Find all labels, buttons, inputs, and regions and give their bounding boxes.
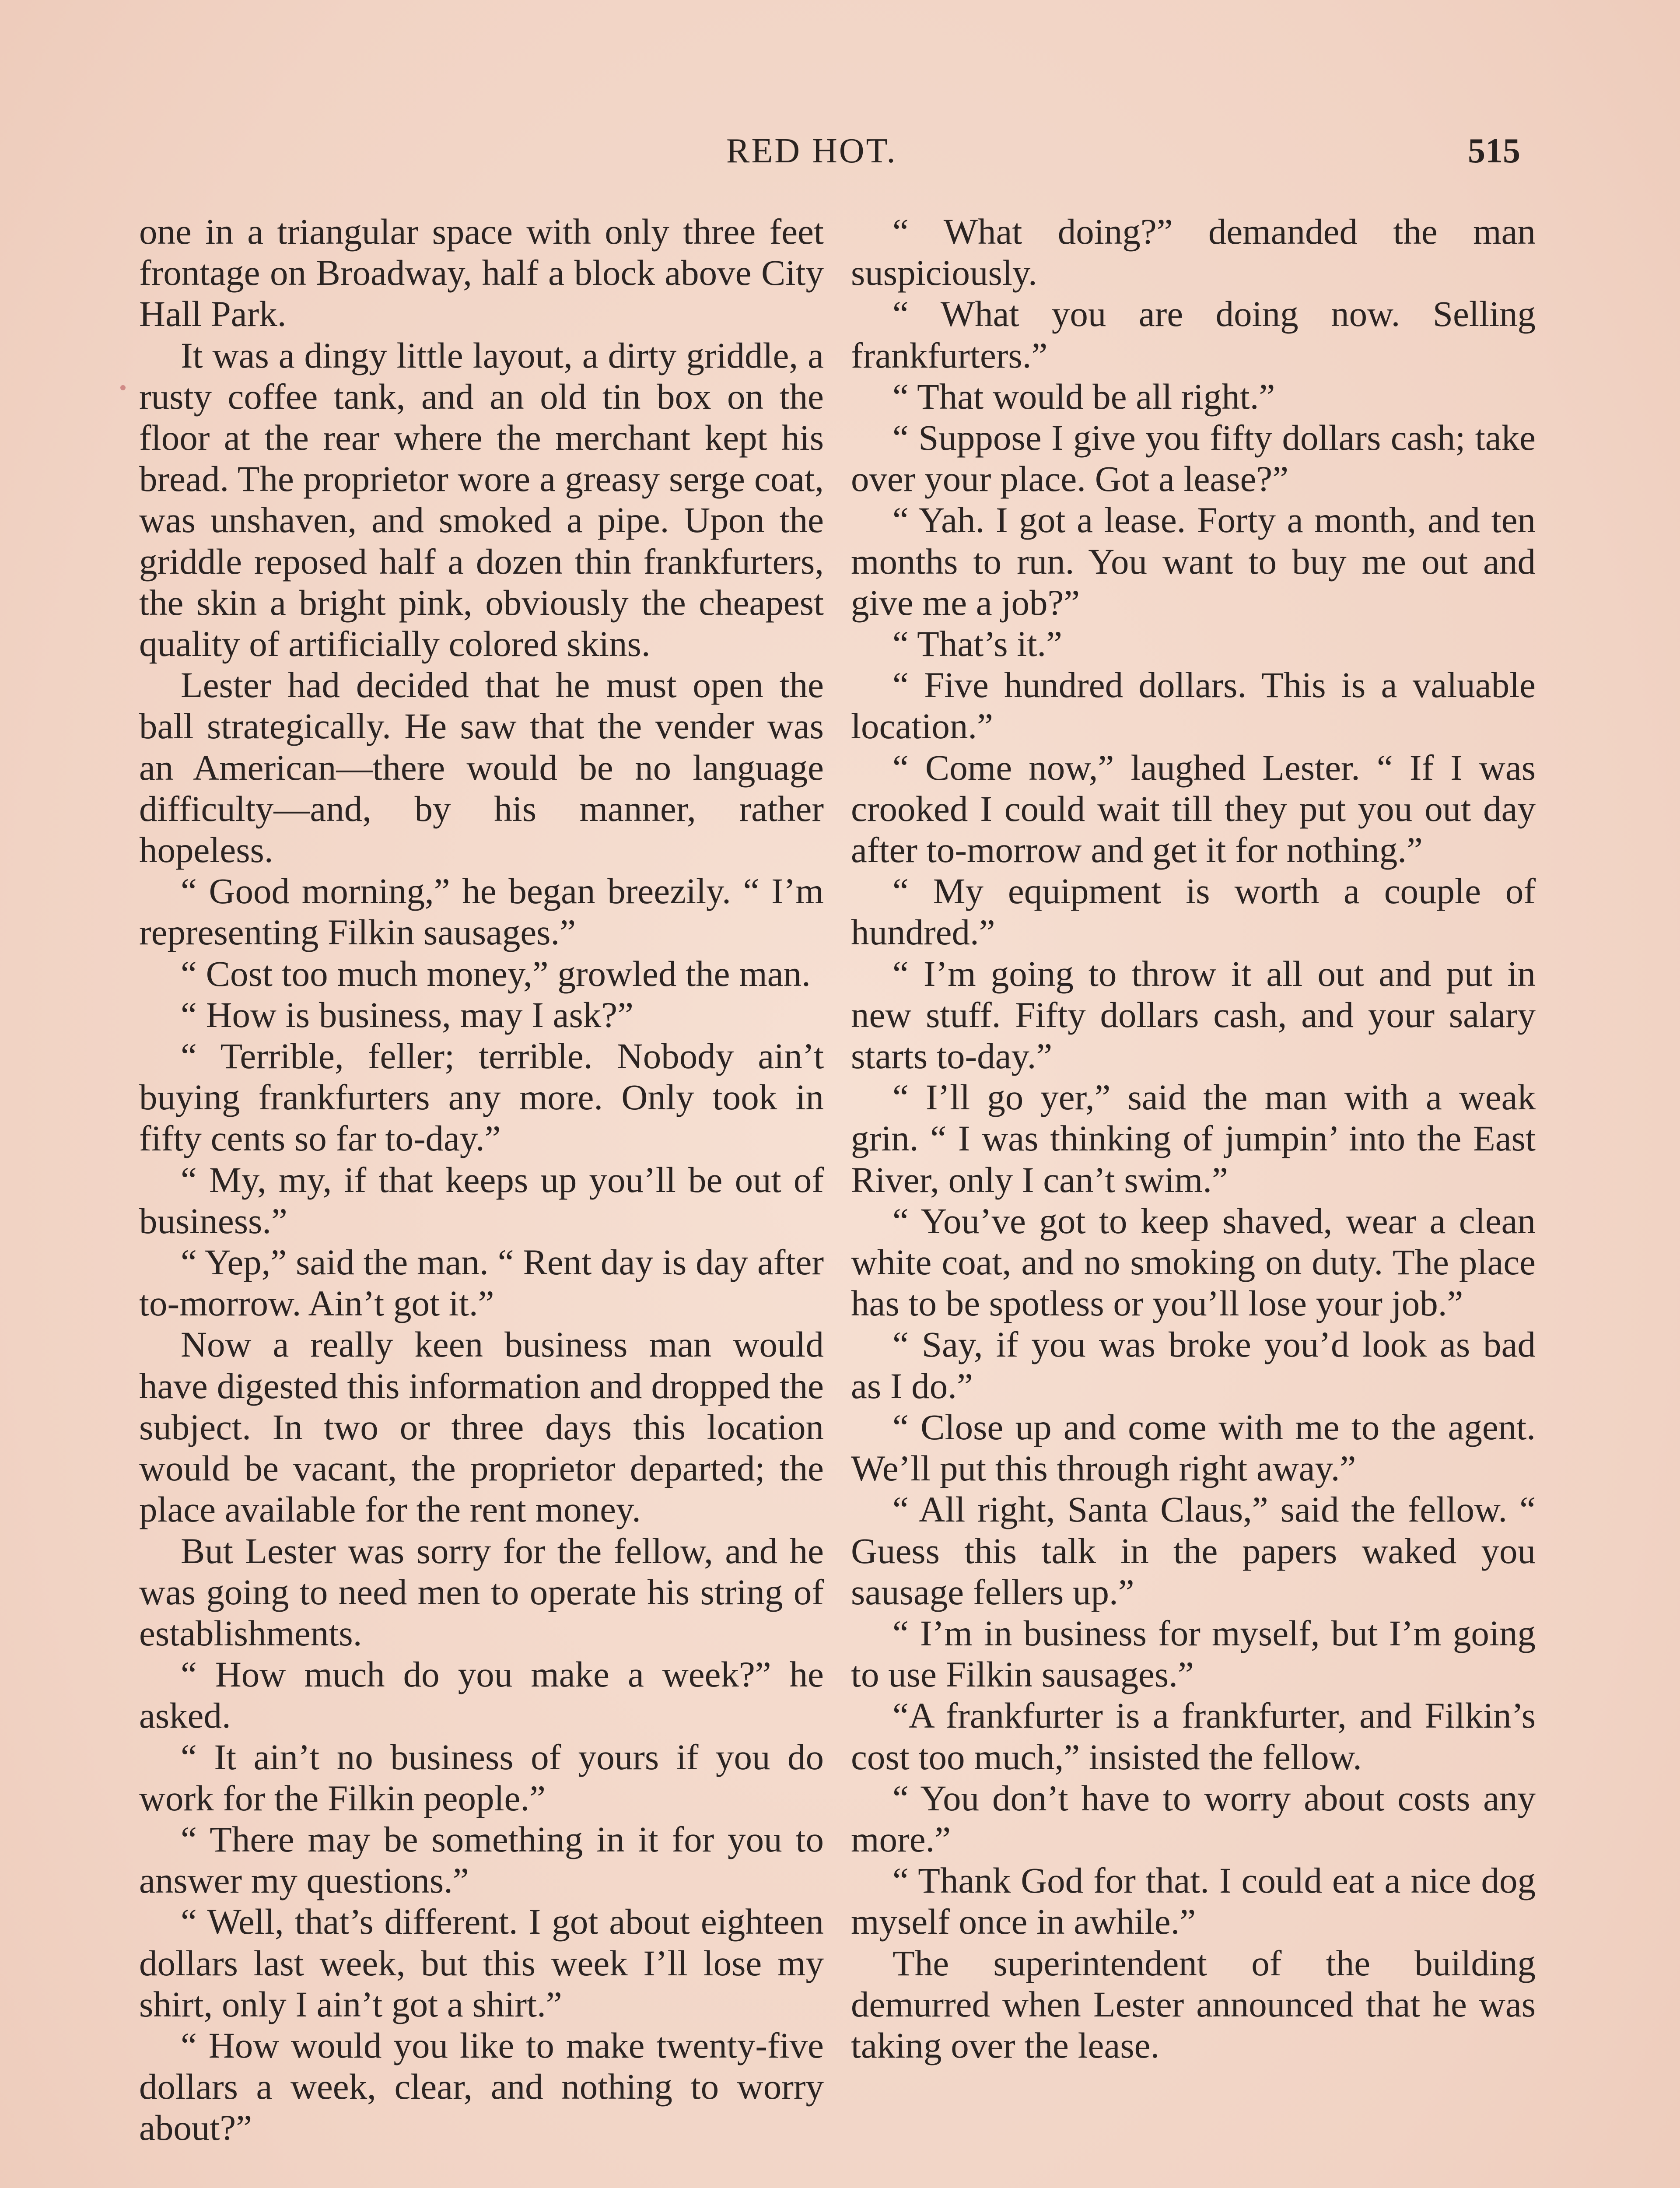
paragraph: “ What doing?” demanded the man suspiciously. <box>851 211 1536 293</box>
paragraph: The superintendent of the building demurred when Lester announced that he was taking over the lease. <box>851 1943 1536 2065</box>
paragraph: “ My, my, if that keeps up you’ll be out of business.” <box>139 1159 824 1241</box>
paragraph: It was a dingy little layout, a dirty griddle, a rusty coffee tank, and an old tin box on the floor at the rear where the merchant kept his bread. The proprietor wore a greasy serge coat, was unshaven, and smoked a pipe. Upon the griddle reposed half a dozen thin frankfurters, the skin a bright pink, obviously the cheapest quality of artificially colored skins. <box>139 335 824 664</box>
paragraph: “ How much do you make a week?” he asked. <box>139 1654 824 1736</box>
left-column <box>139 211 824 2149</box>
paragraph: “ You don’t have to worry about costs any more.” <box>851 1778 1536 1859</box>
paragraph: “ What you are doing now. Selling frankfurters.” <box>851 294 1536 375</box>
paragraph: “ Yep,” said the man. “ Rent day is day after to-morrow. Ain’t got it.” <box>139 1242 824 1324</box>
paragraph: “ It ain’t no business of yours if you do work for the Filkin people.” <box>139 1736 824 1818</box>
paragraph: Now a really keen business man would have digested this information and dropped the subject. In two or three days this location would be vacant, the proprietor departed; the place available for the rent money. <box>139 1324 824 1530</box>
page-number: 515 <box>1468 132 1520 170</box>
paragraph: “ Suppose I give you fifty dollars cash; take over your place. Got a lease?” <box>851 417 1536 499</box>
paragraph: “ Yah. I got a lease. Forty a month, and ten months to run. You want to buy me out and give me a job?” <box>851 500 1536 623</box>
paragraph: “ Good morning,” he began breezily. “ I’m representing Filkin sausages.” <box>139 871 824 953</box>
paragraph: “ That would be all right.” <box>892 376 1275 417</box>
paragraph: “ Terrible, feller; terrible. Nobody ain’t buying frankfurters any more. Only took in fifty cents so far to-day.” <box>139 1036 824 1159</box>
paragraph: “ There may be something in it for you to answer my questions.” <box>139 1819 824 1901</box>
paragraph: “ How is business, may I ask?” <box>181 994 634 1035</box>
paragraph: “ I’ll go yer,” said the man with a weak grin. “ I was thinking of jumpin’ into the East River, only I can’t swim.” <box>851 1077 1536 1200</box>
paragraph: “ I’m in business for myself, but I’m going to use Filkin sausages.” <box>851 1613 1536 1695</box>
paragraph: “ You’ve got to keep shaved, wear a clean white coat, and no smoking on duty. The place has to be spotless or you’ll lose your job.” <box>851 1200 1536 1324</box>
paragraph: “ Cost too much money,” growled the man. <box>181 953 811 994</box>
paragraph: “ Close up and come with me to the agent. We’ll put this through right away.” <box>851 1406 1536 1489</box>
paragraph: But Lester was sorry for the fellow, and he was going to need men to operate his string of establishments. <box>139 1530 824 1653</box>
paragraph: “ All right, Santa Claus,” said the fellow. “ Guess this talk in the papers waked you sausage fellers up.” <box>851 1489 1536 1612</box>
paragraph: “ I’m going to throw it all out and put in new stuff. Fifty dollars cash, and your salary starts to-day.” <box>851 953 1536 1076</box>
ink-speck <box>120 385 126 390</box>
paragraph: “ My equipment is worth a couple of hundred.” <box>851 871 1536 953</box>
paragraph: one in a triangular space with only three feet frontage on Broadway, half a block above City Hall Park. <box>139 211 824 334</box>
paragraph: “ That’s it.” <box>892 624 1063 664</box>
running-title: RED HOT. <box>726 132 897 170</box>
paragraph: “ Well, that’s different. I got about eighteen dollars last week, but this week I’ll lose my shirt, only I ain’t got a shirt.” <box>139 1901 824 2024</box>
paragraph: “A frankfurter is a frankfurter, and Filkin’s cost too much,” insisted the fellow. <box>851 1695 1536 1777</box>
paragraph: “ Come now,” laughed Lester. “ If I was crooked I could wait till they put you out day after to-morrow and get it for nothing.” <box>851 747 1536 870</box>
paragraph: “ Say, if you was broke you’d look as bad as I do.” <box>851 1324 1536 1406</box>
right-column <box>851 211 1536 2066</box>
paragraph: “ Five hundred dollars. This is a valuable location.” <box>851 665 1536 747</box>
paragraph: “ Thank God for that. I could eat a nice dog myself once in awhile.” <box>851 1860 1536 1942</box>
running-head <box>0 131 1680 179</box>
paragraph: “ How would you like to make twenty-five dollars a week, clear, and nothing to worry about?” <box>139 2025 824 2148</box>
paragraph: Lester had decided that he must open the ball strategically. He saw that the vender was an American—there would be no language difficulty—and, by his manner, rather hopeless. <box>139 665 824 870</box>
